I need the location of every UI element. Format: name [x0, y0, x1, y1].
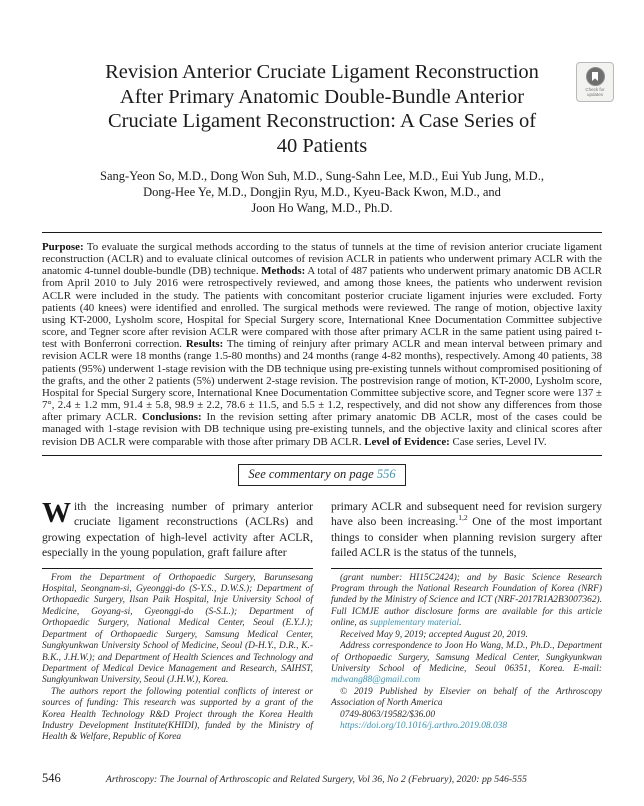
commentary-text: See commentary on page [248, 466, 377, 481]
intro-text-right: One of the most important things to consider when planning revision surgery after failed ACLR is the status of the tunnels, [331, 515, 602, 560]
abstract-section-text: A total of 487 patients who underwent primary anatomic DB ACLR from April 2010 to July 2016 were retrospectively reviewed, and among those knees, the patients who underwent revision ACLR were included in the study. The patients with concomitant posterior cruciate ligament injuries were excluded. Forty patients (40 knees) were identified and enrolled. The surgical methods were reviewed. The range of motion, objective laxity using KT-2000, Lysholm score, Hospital for Special Surgery score, International Knee Documentation Committee subjective score, and Tegner score after revision ACLR were compared with those after primary ACLR in the same patient using paired t-test with Bonferroni correction. [42, 265, 602, 351]
email-link[interactable]: mdwang88@gmail.com [331, 675, 421, 686]
title-line: Cruciate Ligament Reconstruction: A Case Series of [107, 110, 537, 132]
abstract-section-text: Case series, Level IV. [449, 435, 547, 448]
abstract [42, 241, 602, 448]
issn-note: 0749-8063/19582/$36.00 [340, 709, 436, 720]
right-column [331, 499, 602, 744]
reference-superscript[interactable]: 1,2 [458, 513, 468, 523]
intro-text-right: primary ACLR and subsequent need for revision surgery have also been increasing. [331, 499, 602, 529]
author-line: Dong-Hee Ye, M.D., Dongjin Ryu, M.D., Kyeu-Back Kwon, M.D., and [143, 185, 501, 199]
check-for-updates-badge[interactable] [576, 62, 614, 102]
abstract-top-rule [42, 232, 602, 233]
two-column-body [42, 496, 602, 744]
commentary-box [238, 464, 405, 486]
title-line: After Primary Anatomic Double-Bundle Anterior [119, 85, 525, 108]
abstract-section-label: Level of Evidence: [364, 435, 450, 448]
commentary-page-link[interactable]: 556 [376, 466, 396, 481]
abstract-section-text: In the revision setting after primary anatomic DB ACLR, most of the cases could be managed with 1-stage revision with DB technique using pre-existing tunnels, and the objective laxity and clinical scores after revision DB ACLR were comparable with those after primary DB ACLR. [42, 411, 602, 448]
author-list [52, 168, 592, 216]
abstract-section-text: The timing of reinjury after primary ACLR and mean interval between primary and revision ACLR were 18 months (range 1.5-80 months) and 24 months (range 4-82 months), respectively. Among 40 patients, 38 patients (95%) underwent 1-stage revision with the DB technique using pre-existing tunnels without compromised positioning of the grafts, and the other 2 patients (5%) underwent 2-stage revision. The postrevision range of motion, KT-2000, Lysholm score, Hospital for Special Surgery score, International Knee Documentation Committee subjective score, and Tegner score were 137 ± 7°, 2.4 ± 1.2 mm, 91.4 ± 5.8, 98.9 ± 2.2, 78.6 ± 11.5, and 5.5 ± 1.2, respectively, and did not show any differences from those after primary ACLR. [42, 338, 602, 424]
title-line: Revision Anterior Cruciate Ligament Reconstruction [105, 61, 539, 83]
abstract-section-label: Conclusions: [141, 411, 202, 424]
page-number: 546 [42, 771, 61, 785]
received-accepted-note: Received May 9, 2019; accepted August 20, 2019. [340, 629, 528, 640]
doi-link[interactable]: https://doi.org/10.1016/j.arthro.2019.08.038 [340, 720, 508, 731]
doi-line [331, 721, 602, 732]
badge-label: Check for updates [585, 87, 605, 97]
left-column [42, 496, 313, 744]
author-line: Sang-Yeon So, M.D., Dong Won Suh, M.D., Sung-Sahn Lee, M.D., Eui Yub Jung, M.D., [100, 169, 544, 183]
grant-note-text: (grant number: HI15C2424); and by Basic Science Research Program through the National Research Foundation of Korea (NRF) funded by the Ministry of Science and ICT (NRF-2017R1A2B3007362). Full ICMJE author disclosure forms are available for this article online, as [331, 572, 602, 629]
affiliations-note: From the Department of Orthopaedic Surgery, Barunsesang Hospital, Seongnam-si, Gyeonggi-do (S-Y.S., D.W.S.); Department of Orthopaedic Surgery, Ilsan Paik Hospital, Inje University School of Medicine, Goyang-si, Gyeonggi-do (S-S.L.); Department of Orthopaedic Surgery, National Medical Center, Seoul (E.Y.J.); Department of Orthopaedic Surgery, Samsung Medical Center, Sungkyunkwan University School of Medicine, Seoul (D-H.Y., D.R., K.-B.K., J.H.W.); and Department of Health Sciences and Technology and Department of Medical Device Management and Research, SAIHST, Sungkyunkwan University, Seoul (J.H.W.), Korea. [42, 572, 313, 686]
supplementary-material-link[interactable]: supplementary material [369, 618, 460, 629]
correspondence-text: Address correspondence to Joon Ho Wang, M.D., Ph.D., Department of Orthopaedic Surgery, Samsung Medical Center, Sungkyunkwan University School of Medicine, Seoul 06351, Korea. E-mail: [331, 641, 602, 674]
footnote-rule-right [331, 568, 602, 569]
abstract-section-label: Purpose: [42, 241, 84, 253]
footnote-left [42, 573, 313, 744]
footnote-right [331, 573, 602, 733]
intro-paragraph-left [42, 496, 313, 562]
grant-note-text: . [459, 618, 462, 629]
abstract-section-label: Methods: [261, 265, 306, 278]
dropcap: W [42, 496, 71, 529]
commentary-banner [42, 464, 602, 486]
grant-note [331, 573, 602, 630]
correspondence-note [331, 641, 602, 687]
author-line: Joon Ho Wang, M.D., Ph.D. [251, 201, 393, 215]
intro-text-left: ith the increasing number of primary anterior cruciate ligament reconstructions (ACLRs) and growing expectation of high-level activity after ACLR, especially in the young population, graft failure after [42, 499, 313, 560]
page-footer [42, 771, 602, 786]
intro-paragraph-right [331, 499, 602, 562]
bookmark-icon [586, 67, 605, 86]
copyright-note: © 2019 Published by Elsevier on behalf of the Arthroscopy Association of North America [331, 686, 602, 709]
footnote-rule-left [42, 568, 313, 569]
journal-citation: Arthroscopy: The Journal of Arthroscopic and Related Surgery, Vol 36, No 2 (February), 2020: pp 546-555 [105, 774, 527, 785]
abstract-bottom-rule [42, 455, 602, 456]
funding-note: The authors report the following potential conflicts of interest or sources of funding: This research was supported by a grant of the Korea Health Technology R&D Project through the Korea Health Industry Development Institute(KHIDI), funded by the Ministry of Health & Welfare, Republic of Korea [42, 686, 313, 743]
abstract-section-text: To evaluate the surgical methods according to the status of tunnels at the time of revision anterior cruciate ligament reconstruction (ACLR) and to evaluate clinical outcomes of revision ACLR in patients who underwent primary ACLR with the anatomic 4-tunnel double-bundle (DB) technique. [42, 241, 602, 278]
article-title [42, 60, 602, 158]
abstract-section-label: Results: [185, 338, 224, 351]
title-line: 40 Patients [276, 134, 368, 157]
